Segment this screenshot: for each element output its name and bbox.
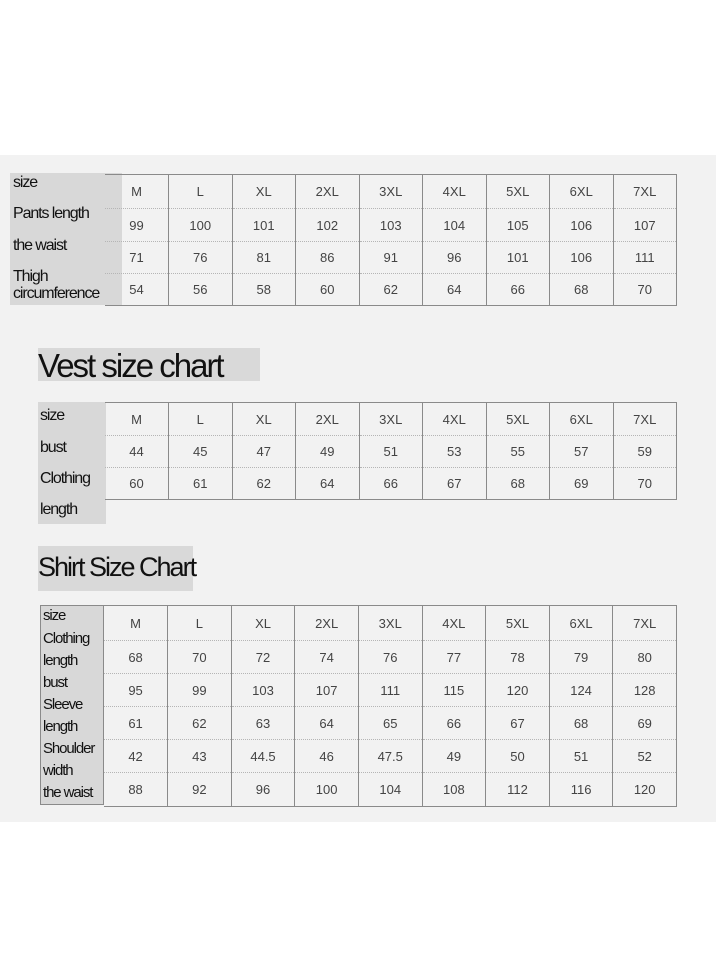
table-cell: 51 xyxy=(549,740,613,773)
table-cell: 62 xyxy=(359,274,423,306)
table-row xyxy=(105,403,677,436)
size-header: L xyxy=(169,175,233,209)
size-header: M xyxy=(105,175,169,209)
table-cell: 66 xyxy=(359,468,423,500)
table-cell: 78 xyxy=(486,641,550,674)
table-cell: 103 xyxy=(231,674,295,707)
shirt-label-shoulder: Shoulder xyxy=(43,740,95,757)
table-cell: 58 xyxy=(232,274,296,306)
table-cell: 111 xyxy=(613,242,677,274)
table-cell: 104 xyxy=(358,773,422,807)
table-cell: 106 xyxy=(550,209,614,242)
vest-label-column xyxy=(38,402,106,524)
table-cell: 64 xyxy=(423,274,487,306)
table-cell: 67 xyxy=(423,468,487,500)
shirt-size-chart-title: Shirt Size Chart xyxy=(38,546,193,591)
pants-label-pants-length: Pants length xyxy=(13,205,89,222)
table-cell: 50 xyxy=(486,740,550,773)
table-row xyxy=(104,740,677,773)
table-cell: 67 xyxy=(486,707,550,740)
size-header: XL xyxy=(231,606,295,641)
table-cell: 68 xyxy=(549,707,613,740)
size-header: 2XL xyxy=(296,403,360,436)
pants-size-table xyxy=(105,174,677,306)
size-header: 4XL xyxy=(423,403,487,436)
table-cell: 100 xyxy=(169,209,233,242)
table-cell: 112 xyxy=(486,773,550,807)
table-cell: 108 xyxy=(422,773,486,807)
table-cell: 104 xyxy=(423,209,487,242)
table-cell: 107 xyxy=(295,674,359,707)
table-cell: 74 xyxy=(295,641,359,674)
table-cell: 116 xyxy=(549,773,613,807)
table-cell: 49 xyxy=(422,740,486,773)
table-cell: 101 xyxy=(232,209,296,242)
size-header: 4XL xyxy=(423,175,487,209)
table-cell: 53 xyxy=(423,436,487,468)
size-header: XL xyxy=(232,403,296,436)
shirt-label-clothing: Clothing xyxy=(43,630,90,647)
table-cell: 120 xyxy=(613,773,677,807)
table-cell: 103 xyxy=(359,209,423,242)
table-row xyxy=(104,606,677,641)
table-cell: 63 xyxy=(231,707,295,740)
size-header: 7XL xyxy=(613,175,677,209)
shirt-size-table xyxy=(104,605,677,807)
size-header: 3XL xyxy=(359,403,423,436)
size-header: 2XL xyxy=(296,175,360,209)
table-cell: 62 xyxy=(232,468,296,500)
size-header: M xyxy=(104,606,168,641)
table-cell: 54 xyxy=(129,282,144,297)
shirt-label-waist: the waist xyxy=(43,784,93,801)
table-cell: 55 xyxy=(486,436,550,468)
table-cell: 79 xyxy=(549,641,613,674)
table-cell: 68 xyxy=(550,274,614,306)
table-cell: 96 xyxy=(231,773,295,807)
vest-label-length: length xyxy=(40,501,77,518)
table-cell: 107 xyxy=(613,209,677,242)
table-cell: 96 xyxy=(423,242,487,274)
size-header: 5XL xyxy=(486,606,550,641)
table-row xyxy=(104,773,677,807)
table-cell: 72 xyxy=(231,641,295,674)
table-cell: 42 xyxy=(104,740,168,773)
table-cell: 66 xyxy=(422,707,486,740)
size-header: L xyxy=(169,403,233,436)
shirt-label-length: length xyxy=(43,652,78,669)
shirt-label-size: size xyxy=(43,607,66,624)
table-cell: 128 xyxy=(613,674,677,707)
table-cell: 102 xyxy=(296,209,360,242)
size-header: 6XL xyxy=(550,403,614,436)
table-cell: 45 xyxy=(169,436,233,468)
size-header: M xyxy=(105,403,169,436)
table-cell: 86 xyxy=(296,242,360,274)
vest-label-bust: bust xyxy=(40,439,66,456)
table-row xyxy=(104,674,677,707)
table-cell: 47.5 xyxy=(358,740,422,773)
shirt-label-width: width xyxy=(43,762,73,779)
table-cell: 106 xyxy=(550,242,614,274)
table-cell: 69 xyxy=(613,707,677,740)
size-header: 3XL xyxy=(358,606,422,641)
table-row xyxy=(105,436,677,468)
table-cell: 49 xyxy=(296,436,360,468)
table-row xyxy=(105,175,677,209)
table-cell: 101 xyxy=(486,242,550,274)
shirt-label-sleeve: Sleeve xyxy=(43,696,83,713)
size-header: L xyxy=(168,606,232,641)
table-cell: 66 xyxy=(486,274,550,306)
table-cell: 124 xyxy=(549,674,613,707)
vest-size-table xyxy=(105,402,677,500)
table-cell: 62 xyxy=(168,707,232,740)
table-cell: 60 xyxy=(296,274,360,306)
table-cell: 52 xyxy=(613,740,677,773)
table-cell: 47 xyxy=(232,436,296,468)
table-cell: 43 xyxy=(168,740,232,773)
table-cell: 81 xyxy=(232,242,296,274)
table-cell: 88 xyxy=(128,782,143,797)
pants-label-waist: the waist xyxy=(13,237,67,254)
table-cell: 115 xyxy=(422,674,486,707)
table-cell: 60 xyxy=(129,476,144,491)
table-row xyxy=(105,274,677,306)
shirt-label-bust: bust xyxy=(43,674,67,691)
table-cell: 51 xyxy=(359,436,423,468)
table-cell: 120 xyxy=(486,674,550,707)
table-cell: 105 xyxy=(486,209,550,242)
table-cell: 70 xyxy=(168,641,232,674)
table-cell: 46 xyxy=(295,740,359,773)
table-row xyxy=(104,707,677,740)
table-cell: 44.5 xyxy=(231,740,295,773)
table-cell: 71 xyxy=(105,242,169,274)
table-cell: 64 xyxy=(295,707,359,740)
table-cell: 111 xyxy=(358,674,422,707)
vest-size-chart-title: Vest size chart xyxy=(38,348,260,381)
table-row xyxy=(104,641,677,674)
table-cell: 77 xyxy=(422,641,486,674)
size-header: 7XL xyxy=(613,606,677,641)
table-row xyxy=(105,468,677,500)
vest-label-size: size xyxy=(40,407,65,424)
table-cell: 95 xyxy=(104,674,168,707)
pants-label-circumference: circumference xyxy=(13,285,100,302)
table-cell: 76 xyxy=(358,641,422,674)
table-cell: 100 xyxy=(295,773,359,807)
table-cell: 91 xyxy=(359,242,423,274)
table-cell: 65 xyxy=(358,707,422,740)
pants-label-size: size xyxy=(13,174,38,191)
table-cell: 56 xyxy=(169,274,233,306)
size-header: 5XL xyxy=(486,175,550,209)
size-header: 2XL xyxy=(295,606,359,641)
table-cell: 64 xyxy=(296,468,360,500)
table-cell: 80 xyxy=(613,641,677,674)
shirt-label-column xyxy=(40,605,104,805)
table-cell: 70 xyxy=(613,274,677,306)
table-cell: 61 xyxy=(104,707,168,740)
size-header: 4XL xyxy=(422,606,486,641)
table-row xyxy=(105,209,677,242)
vest-label-clothing: Clothing xyxy=(40,470,90,487)
size-header: 6XL xyxy=(549,606,613,641)
size-header: 5XL xyxy=(486,403,550,436)
table-cell: 61 xyxy=(169,468,233,500)
table-cell: 99 xyxy=(105,209,169,242)
size-header: XL xyxy=(232,175,296,209)
table-cell: 99 xyxy=(168,674,232,707)
table-cell: 57 xyxy=(550,436,614,468)
table-cell: 76 xyxy=(169,242,233,274)
pants-label-thigh: Thigh xyxy=(13,268,48,285)
table-cell: 44 xyxy=(105,436,169,468)
table-cell: 59 xyxy=(613,436,677,468)
table-cell: 68 xyxy=(486,468,550,500)
size-header: 3XL xyxy=(359,175,423,209)
table-cell: 69 xyxy=(550,468,614,500)
shirt-label-length-2: length xyxy=(43,718,78,735)
table-row xyxy=(105,242,677,274)
size-header: 7XL xyxy=(613,403,677,436)
table-cell: 92 xyxy=(168,773,232,807)
table-cell: 68 xyxy=(104,641,168,674)
table-cell: 70 xyxy=(613,468,677,500)
size-header: 6XL xyxy=(550,175,614,209)
